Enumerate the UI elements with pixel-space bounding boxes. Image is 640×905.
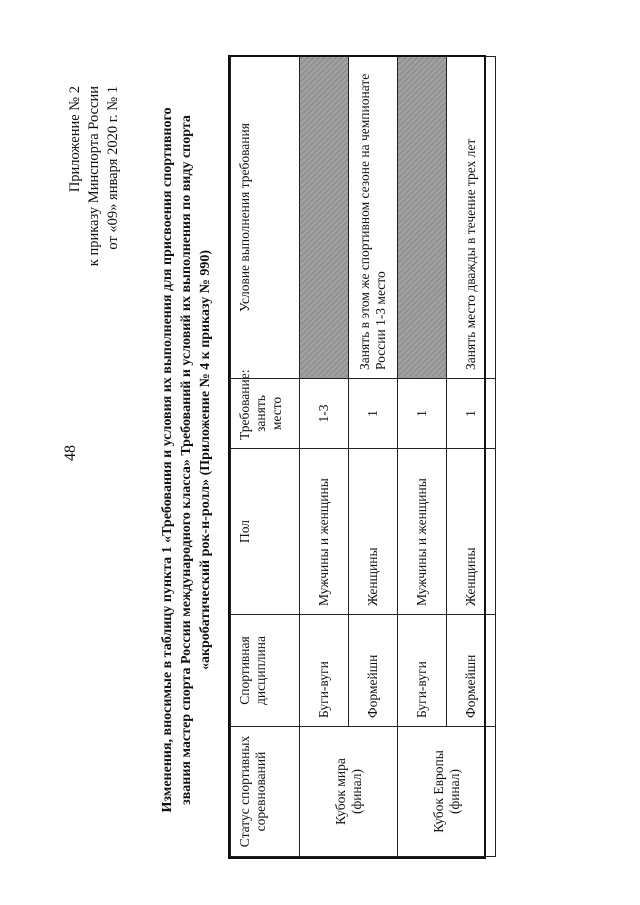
discipline-cell: Буги-вуги [300,615,349,727]
place-cell: 1 [349,379,398,449]
gender-cell: Мужчины и женщины [300,449,349,615]
heading-line-2: звания мастер спорта России международного класса» Требований и условий их выполнения по виду спорта [179,115,194,805]
discipline-cell: Формейшн [349,615,398,727]
appendix-title: Приложение № 2 [67,86,83,193]
place-cell: 1 [398,379,447,449]
place-cell: 1 [447,379,496,449]
document-heading [158,75,215,845]
table-header-row [231,57,300,857]
requirements-table [230,56,496,857]
table-row [398,57,447,857]
header-condition: Условие выполнения требования [231,57,300,379]
appendix-note [66,86,123,266]
header-gender: Пол [231,449,300,615]
appendix-order: к приказу Минспорта России [86,86,102,267]
table-row [300,57,349,857]
gender-cell: Женщины [349,449,398,615]
condition-cell: Занять место дважды в течение трех лет [447,57,496,379]
discipline-cell: Формейшн [447,615,496,727]
header-status: Статус спортивных соревнований [231,727,300,857]
page-number: 48 [62,445,79,461]
discipline-cell: Буги-вуги [398,615,447,727]
heading-line-1: Изменения, вносимые в таблицу пункта 1 «Требования и условия их выполнения для присвоения спортивного [160,107,175,813]
place-cell: 1-3 [300,379,349,449]
gender-cell: Женщины [447,449,496,615]
appendix-date: от «09» января 2020 г. № 1 [105,86,121,250]
gender-cell: Мужчины и женщины [398,449,447,615]
header-requirement: Требование: занять место [231,379,300,449]
status-cell: Кубок мира (финал) [300,727,398,857]
header-discipline: Спортивная дисциплина [231,615,300,727]
status-cell: Кубок Европы (финал) [398,727,496,857]
condition-cell: Занять в этом же спортивном сезоне на чемпионате России 1-3 место [349,57,398,379]
heading-line-3: «акробатический рок-н-ролл» (Приложение № 4 к приказу № 990) [198,249,213,671]
condition-cell-shaded [398,57,447,379]
condition-cell-shaded [300,57,349,379]
